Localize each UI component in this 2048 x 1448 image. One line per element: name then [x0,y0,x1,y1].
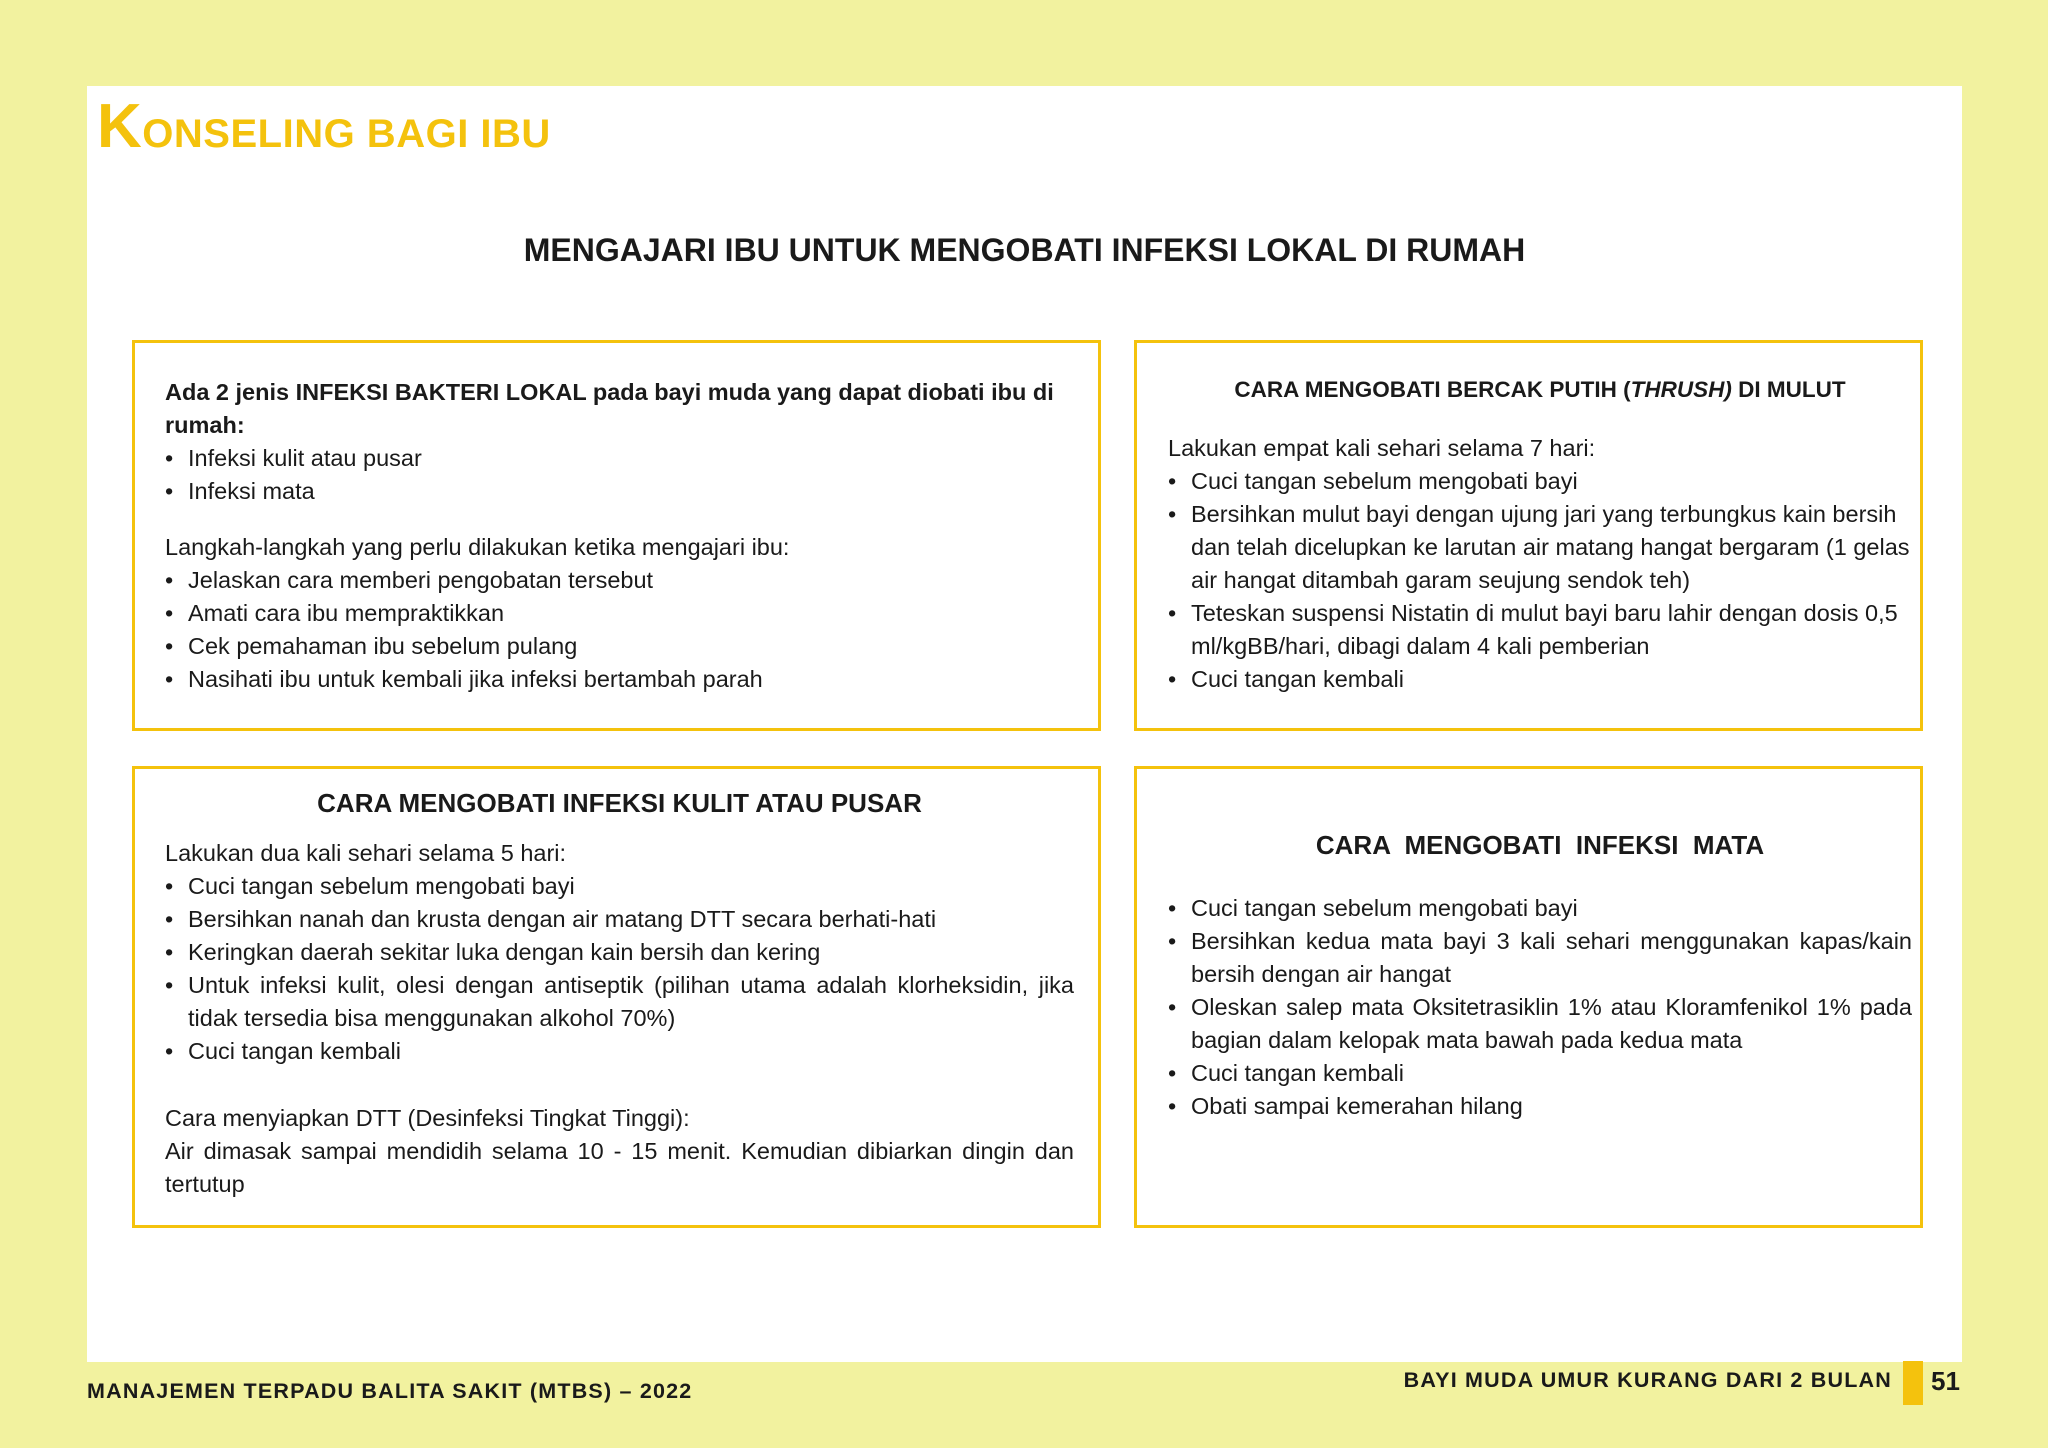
thrush-heading-pre: CARA MENGOBATI BERCAK PUTIH ( [1234,377,1631,402]
skin-list [165,870,1074,1068]
infection-type-list [165,442,1070,508]
section-brand [97,92,551,161]
page-number: 51 [1931,1366,1960,1396]
skin-intro: Lakukan dua kali sehari selama 5 hari: [165,840,567,866]
eye-heading: CARA MENGOBATI INFEKSI MATA [1315,830,1765,860]
footer-publication: MANAJEMEN TERPADU BALITA SAKIT (MTBS) – 2022 [87,1379,693,1403]
list-item: • Cuci tangan sebelum mengobati bayi [165,870,1074,903]
list-item: • Cuci tangan kembali [1168,663,1912,696]
list-item: • Teteskan suspensi Nistatin di mulut bayi baru lahir dengan dosis 0,5 ml/kgBB/hari, dibagi dalam 4 kali pemberian [1168,597,1912,663]
thrush-heading [1168,373,1912,406]
thrush-intro: Lakukan empat kali sehari selama 7 hari: [1168,435,1596,461]
list-item: • Keringkan daerah sekitar luka dengan kain bersih dan kering [165,936,1074,969]
steps-list [165,564,1070,696]
list-item: • Untuk infeksi kulit, olesi dengan antiseptik (pilihan utama adalah klorheksidin, jika tidak tersedia bisa menggunakan alkohol 70%) [165,969,1074,1035]
list-item: • Obati sampai kemerahan hilang [1168,1090,1912,1123]
list-item: • Amati cara ibu mempraktikkan [165,597,1070,630]
list-item: • Cuci tangan sebelum mengobati bayi [1168,892,1912,925]
thrush-list [1168,465,1912,696]
page-title: MENGAJARI IBU UNTUK MENGOBATI INFEKSI LOKAL DI RUMAH [523,232,1526,268]
box1-intro: Ada 2 jenis INFEKSI BAKTERI LOKAL pada bayi muda yang dapat diobati ibu di rumah: [165,379,1054,438]
thrush-heading-post: DI MULUT [1731,377,1846,402]
skin-heading: CARA MENGOBATI INFEKSI KULIT ATAU PUSAR [317,788,922,818]
list-item: • Nasihati ibu untuk kembali jika infeksi bertambah parah [165,663,1070,696]
thrush-heading-em: THRUSH) [1630,377,1732,402]
list-item: • Cuci tangan kembali [165,1035,1074,1068]
box-skin-umbilical [132,766,1101,1228]
list-item: • Cek pemahaman ibu sebelum pulang [165,630,1070,663]
box-eye [1134,766,1923,1228]
list-item: • Cuci tangan sebelum mengobati bayi [1168,465,1912,498]
list-item: • Infeksi mata [165,475,1070,508]
list-item: • Bersihkan kedua mata bayi 3 kali sehari menggunakan kapas/kain bersih dengan air hangat [1168,925,1912,991]
dtt-heading: Cara menyiapkan DTT (Desinfeksi Tingkat Tinggi): [165,1105,690,1131]
list-item: • Cuci tangan kembali [1168,1057,1912,1090]
eye-list [1168,892,1912,1123]
list-item: • Jelaskan cara memberi pengobatan tersebut [165,564,1070,597]
list-item: • Infeksi kulit atau pusar [165,442,1070,475]
box-local-infections [132,340,1101,731]
page-marker [1903,1361,1923,1405]
brand-rest: ONSELING BAGI IBU [142,112,551,156]
list-item: • Bersihkan mulut bayi dengan ujung jari yang terbungkus kain bersih dan telah dicelupkan ke larutan air matang hangat bergaram (1 gelas air hangat ditambah garam seujung sendok teh) [1168,498,1912,597]
steps-heading: Langkah-langkah yang perlu dilakukan ketika mengajari ibu: [165,534,790,560]
list-item: • Oleskan salep mata Oksitetrasiklin 1% atau Kloramfenikol 1% pada bagian dalam kelopak mata bawah pada kedua mata [1168,991,1912,1057]
brand-initial: K [97,92,143,161]
list-item: • Bersihkan nanah dan krusta dengan air matang DTT secara berhati-hati [165,903,1074,936]
box-thrush [1134,340,1923,731]
footer-chapter: BAYI MUDA UMUR KURANG DARI 2 BULAN [1403,1368,1892,1392]
dtt-text: Air dimasak sampai mendidih selama 10 - 15 menit. Kemudian dibiarkan dingin dan tertutup [165,1138,1074,1197]
